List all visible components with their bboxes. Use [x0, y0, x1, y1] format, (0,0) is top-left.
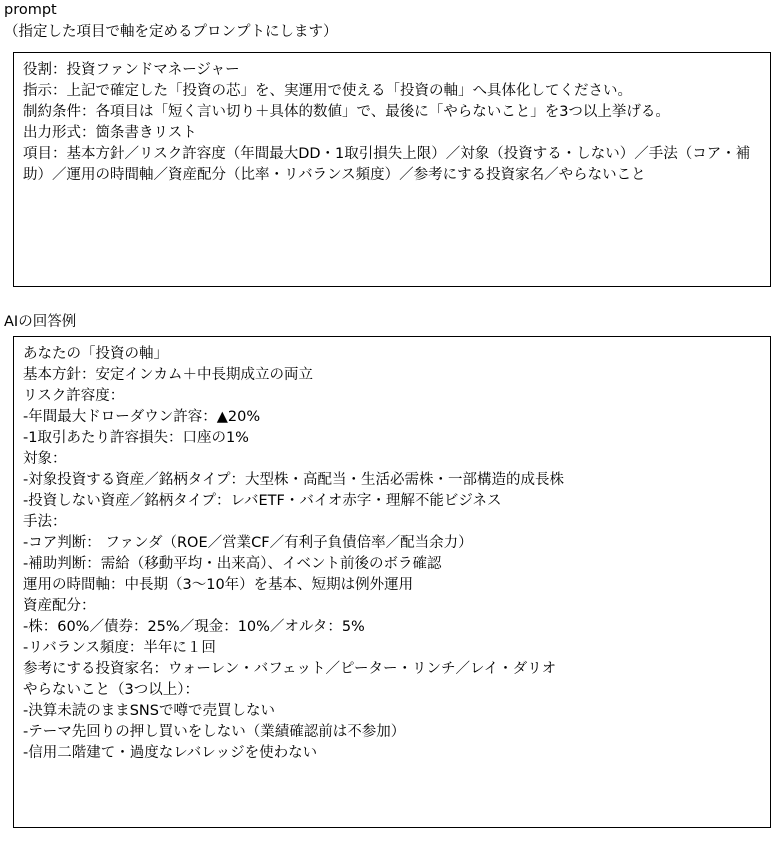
prompt-line: 制約条件：各項目は「短く言い切り＋具体的数値」で、最後に「やらないこと」を3つ以上挙げる。 — [23, 104, 670, 120]
answer-line: -決算未読のままSNSで噂で売買しない — [23, 703, 275, 719]
answer-line: -株：60%／債券：25%／現金：10%／オルタ：5% — [23, 619, 365, 635]
answer-line: -年間最大ドローダウン許容：▲20% — [23, 409, 261, 425]
prompt-line: 役割：投資ファンドマネージャー — [23, 62, 240, 78]
answer-line: -リバランス頻度：半年に１回 — [23, 640, 216, 656]
answer-line: -信用二階建て・過度なレバレッジを使わない — [23, 745, 318, 761]
prompt-line: 出力形式：箇条書きリスト — [23, 125, 197, 141]
answer-box — [13, 336, 771, 828]
prompt-line: 指示：上記で確定した「投資の芯」を、実運用で使える「投資の軸」へ具体化してください。 — [23, 83, 632, 99]
answer-line: 資産配分： — [23, 598, 96, 614]
answer-line: リスク許容度： — [23, 388, 125, 404]
answer-line: -1取引あたり許容損失：口座の1% — [23, 430, 249, 446]
prompt-heading: prompt — [4, 2, 57, 18]
answer-heading: AIの回答例 — [4, 314, 77, 330]
prompt-box — [13, 52, 771, 287]
answer-line: -補助判断：需給（移動平均・出来高）、イベント前後のボラ確認 — [23, 556, 442, 572]
answer-line: -コア判断： ファンダ（ROE／営業CF／有利子負債倍率／配当余力） — [23, 535, 473, 551]
answer-line: 手法： — [23, 514, 67, 530]
answer-line: -投資しない資産／銘柄タイプ：レバETF・バイオ赤字・理解不能ビジネス — [23, 493, 502, 509]
answer-line: 参考にする投資家名：ウォーレン・バフェット／ピーター・リンチ／レイ・ダリオ — [23, 661, 557, 677]
prompt-note: （指定した項目で軸を定めるプロンプトにします） — [4, 24, 338, 40]
answer-line: 運用の時間軸：中長期（3〜10年）を基本、短期は例外運用 — [23, 577, 414, 593]
prompt-line: 項目：基本方針／リスク許容度（年間最大DD・1取引損失上限）／対象（投資する・しない）／手法（コア・補助）／運用の時間軸／資産配分（比率・リバランス頻度）／参考にする投資家名／やらないこと — [23, 146, 751, 183]
answer-line: -テーマ先回りの押し買いをしない（業績確認前は不参加） — [23, 724, 406, 740]
answer-line: 対象： — [23, 451, 67, 467]
answer-line: -対象投資する資産／銘柄タイプ：大型株・高配当・生活必需株・一部構造的成長株 — [23, 472, 565, 488]
answer-line: あなたの「投資の軸」 — [23, 346, 168, 362]
answer-line: やらないこと（3つ以上）： — [23, 682, 199, 698]
answer-line: 基本方針：安定インカム＋中長期成立の両立 — [23, 367, 313, 383]
